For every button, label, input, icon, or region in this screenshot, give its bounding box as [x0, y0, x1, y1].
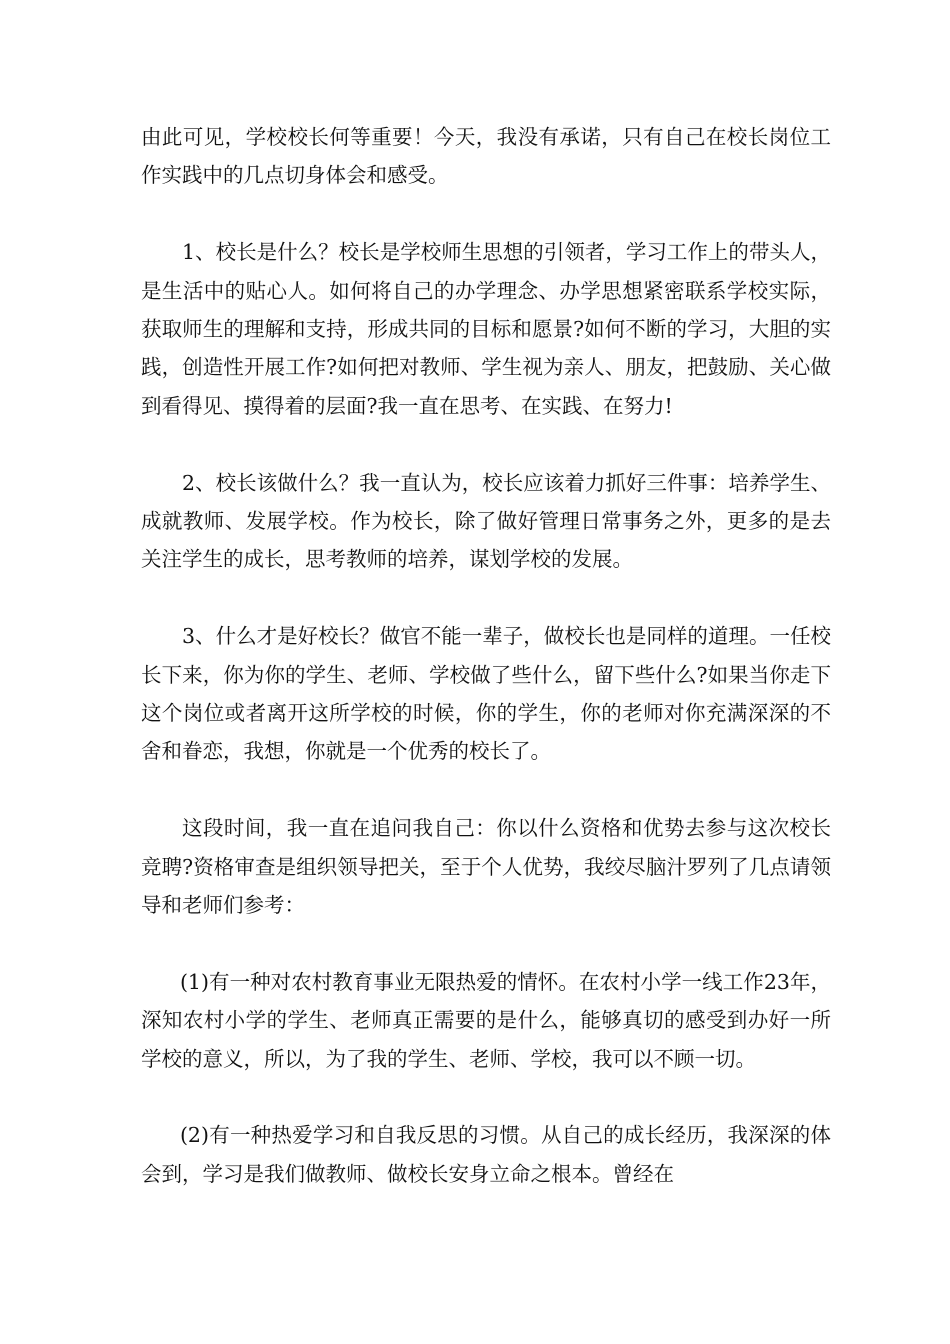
paragraph-self-question: 这段时间，我一直在追问我自己：你以什么资格和优势去参与这次校长竞聘?资格审查是组织领导把关，至于个人优势，我绞尽脑汁罗列了几点请领导和老师们参考：: [141, 816, 831, 918]
paragraph-point-2: 2、校长该做什么？我一直认为，校长应该着力抓好三件事：培养学生、成就教师、发展学校。作为校长，除了做好管理日常事务之外，更多的是去关注学生的成长，思考教师的培养，谋划学校的发展。: [141, 470, 831, 572]
paragraph-advantage-1: (1)有一种对农村教育事业无限热爱的情怀。在农村小学一线工作23年，深知农村小学的学生、老师真正需要的是什么，能够真切的感受到办好一所学校的意义，所以，为了我的学生、老师、学校，我可以不顾一切。: [141, 969, 831, 1071]
document-page: [141, 118, 831, 1232]
paragraph-point-1: 1、校长是什么？校长是学校师生思想的引领者，学习工作上的带头人，是生活中的贴心人。如何将自己的办学理念、办学思想紧密联系学校实际，获取师生的理解和支持，形成共同的目标和愿景?如何不断的学习，大胆的实践，创造性开展工作?如何把对教师、学生视为亲人、朋友，把鼓励、关心做到看得见、摸得着的层面?我一直在思考、在实践、在努力!: [141, 240, 831, 418]
paragraph-advantage-2: (2)有一种热爱学习和自我反思的习惯。从自己的成长经历，我深深的体会到，学习是我们做教师、做校长安身立命之根本。曾经在: [141, 1123, 831, 1186]
paragraph-intro: 由此可见，学校校长何等重要！今天，我没有承诺，只有自己在校长岗位工作实践中的几点切身体会和感受。: [141, 125, 831, 188]
paragraph-point-3: 3、什么才是好校长？做官不能一辈子，做校长也是同样的道理。一任校长下来，你为你的学生、老师、学校做了些什么，留下些什么?如果当你走下这个岗位或者离开这所学校的时候，你的学生，你的老师对你充满深深的不舍和眷恋，我想，你就是一个优秀的校长了。: [141, 624, 831, 764]
